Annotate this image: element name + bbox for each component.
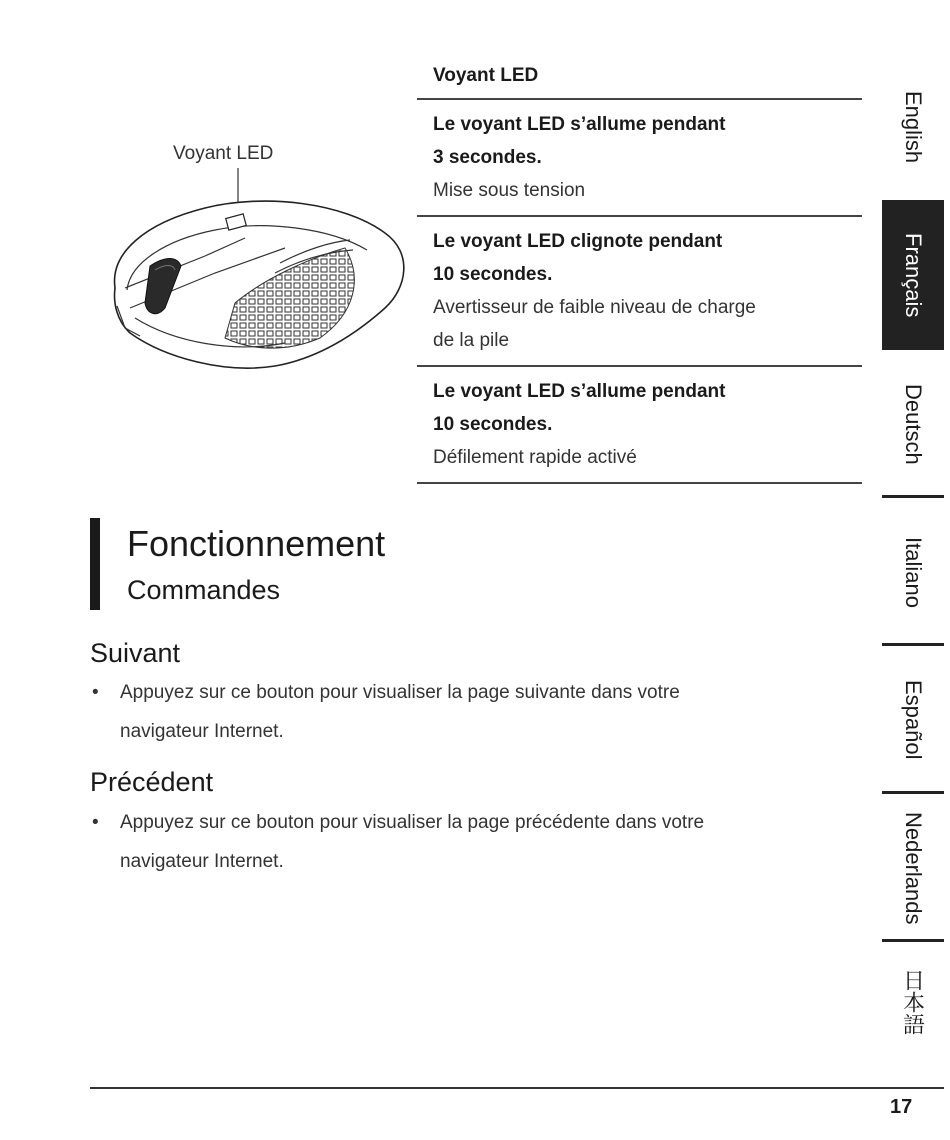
tab-italiano[interactable]: [882, 498, 944, 646]
tab-label: Deutsch: [901, 383, 926, 465]
tab-espanol[interactable]: [882, 646, 944, 794]
led-meaning: Avertisseur de faible niveau de charge: [433, 297, 756, 318]
led-row: [417, 100, 862, 217]
led-meaning: Défilement rapide activé: [433, 447, 637, 468]
led-status: Le voyant LED s’allume pendant: [433, 114, 726, 135]
led-duration: 10 secondes.: [433, 264, 553, 285]
tab-label: English: [901, 91, 926, 164]
led-table-header: Voyant LED: [417, 58, 862, 100]
tab-deutsch[interactable]: [882, 350, 944, 498]
section-subtitle: Commandes: [127, 575, 281, 605]
item-body-line: Appuyez sur ce bouton pour visualiser la page suivante dans votre: [120, 682, 680, 703]
item-body-line: navigateur Internet.: [120, 721, 284, 742]
led-status: Le voyant LED s’allume pendant: [433, 381, 726, 402]
led-row: [417, 367, 862, 484]
led-meaning-cont: de la pile: [433, 330, 510, 351]
section-bar: [90, 518, 100, 610]
page-number: 17: [890, 1096, 913, 1118]
led-duration: 10 secondes.: [433, 414, 553, 435]
tab-label: 日本語: [900, 969, 926, 1035]
led-duration: 3 secondes.: [433, 147, 542, 168]
tab-label: Français: [901, 232, 926, 318]
tab-nederlands[interactable]: [882, 794, 944, 942]
led-status: Le voyant LED clignote pendant: [433, 231, 723, 252]
item-body-line: Appuyez sur ce bouton pour visualiser la page précédente dans votre: [120, 812, 705, 833]
tab-english[interactable]: [882, 55, 944, 200]
section-title: Fonctionnement: [127, 523, 386, 564]
tab-label: Español: [901, 680, 926, 760]
footer-divider: [90, 1087, 944, 1089]
item-body-line: navigateur Internet.: [120, 851, 284, 872]
figure-label: Voyant LED: [173, 143, 274, 164]
tab-japanese[interactable]: [882, 942, 944, 1062]
led-row: [417, 217, 862, 367]
tab-francais[interactable]: [882, 200, 944, 350]
item-title-precedent: Précédent: [90, 767, 214, 797]
mouse-figure: [95, 138, 415, 388]
led-meaning: Mise sous tension: [433, 180, 586, 201]
tab-label: Nederlands: [901, 811, 926, 925]
item-title-suivant: Suivant: [90, 638, 181, 668]
mouse-illustration-icon: [95, 138, 415, 388]
bullet-icon: •: [92, 682, 99, 703]
bullet-icon: •: [92, 812, 99, 833]
tab-label: Italiano: [901, 536, 926, 608]
led-table: [417, 58, 862, 484]
